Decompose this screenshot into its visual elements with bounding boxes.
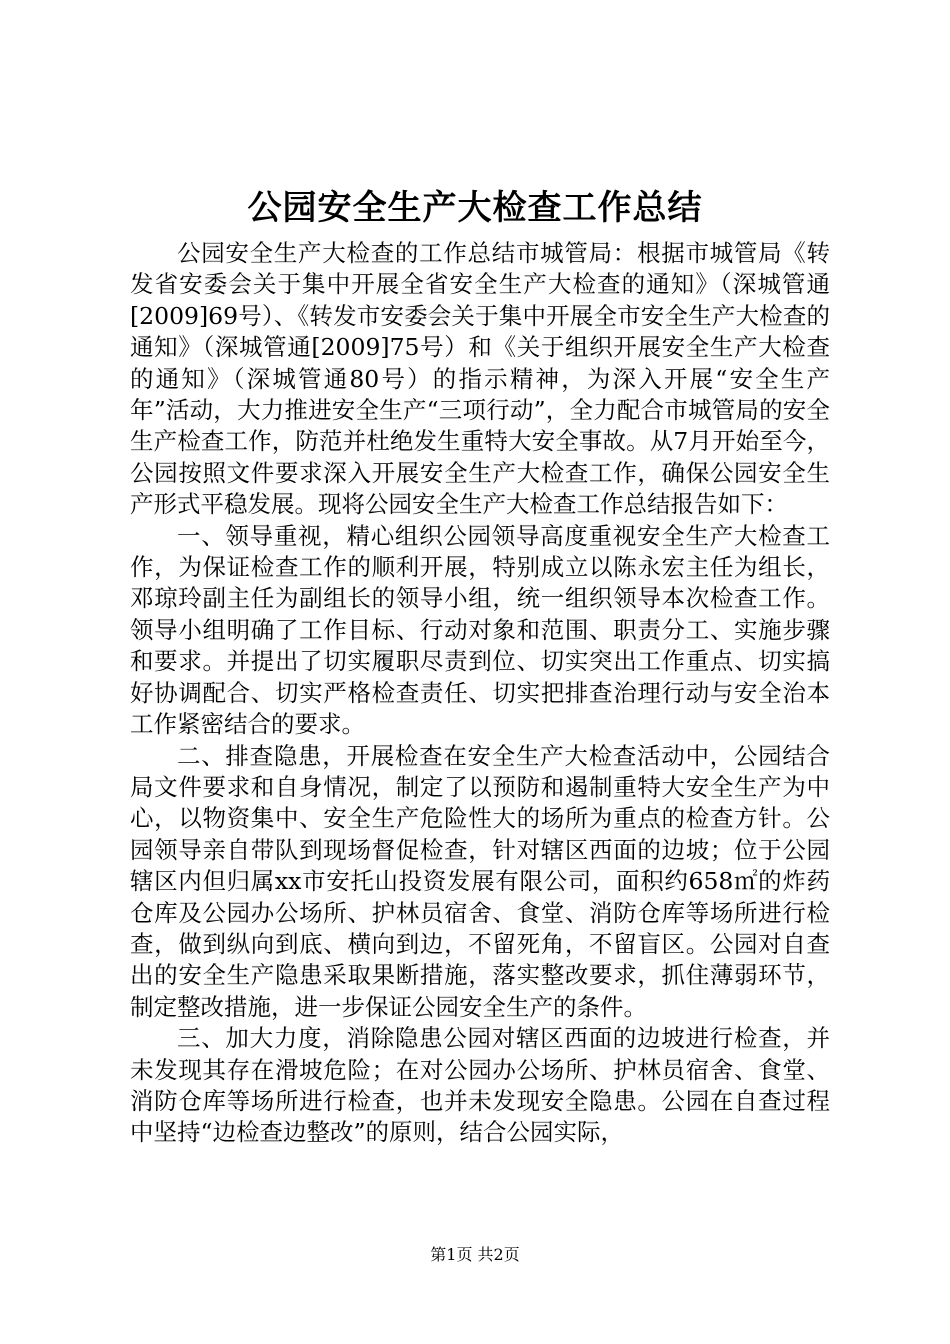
document-body	[130, 238, 830, 1149]
paragraph-section-3: 三、加大力度，消除隐患公园对辖区西面的边坡进行检查，并未发现其存在滑坡危险；在对公园办公场所、护林员宿舍、食堂、消防仓库等场所进行检查，也并未发现安全隐患。公园在自查过程中坚持“边检查边整改”的原则，结合公园实际，	[130, 1024, 830, 1147]
paragraph-section-1: 一、领导重视，精心组织公园领导高度重视安全生产大检查工作，为保证检查工作的顺利开展，特别成立以陈永宏主任为组长，邓琼玲副主任为副组长的领导小组，统一组织领导本次检查工作。领导小组明确了工作目标、行动对象和范围、职责分工、实施步骤和要求。并提出了切实履职尽责到位、切实突出工作重点、切实搞好协调配合、切实严格检查责任、切实把排查治理行动与安全治本工作紧密结合的要求。	[130, 521, 830, 739]
paragraph-section-2: 二、排查隐患，开展检查在安全生产大检查活动中，公园结合局文件要求和自身情况，制定了以预防和遏制重特大安全生产为中心，以物资集中、安全生产危险性大的场所为重点的检查方针。公园领导亲自带队到现场督促检查，针对辖区西面的边坡；位于公园辖区内但归属xx市安托山投资发展有限公司，面积约658㎡的炸药仓库及公园办公场所、护林员宿舍、食堂、消防仓库等场所进行检查，做到纵向到底、横向到边，不留死角，不留盲区。公园对自查出的安全生产隐患采取果断措施，落实整改要求，抓住薄弱环节，制定整改措施，进一步保证公园安全生产的条件。	[130, 741, 830, 1021]
page-number-footer: 第1页 共2页	[430, 1245, 520, 1264]
paragraph-intro: 公园安全生产大检查的工作总结市城管局：根据市城管局《转发省安委会关于集中开展全省安全生产大检查的通知》（深城管通[2009]69号）、《转发市安委会关于集中开展全市安全生产大检查的通知》（深城管通[2009]75号）和《关于组织开展安全生产大检查的通知》（深城管通80号）的指示精神，为深入开展“安全生产年”活动，大力推进安全生产“三项行动”，全力配合市城管局的安全生产检查工作，防范并杜绝发生重特大安全事故。从7月开始至今，公园按照文件要求深入开展安全生产大检查工作，确保公园安全生产形式平稳发展。现将公园安全生产大检查工作总结报告如下：	[130, 239, 830, 519]
document-title: 公园安全生产大检查工作总结	[247, 188, 703, 228]
